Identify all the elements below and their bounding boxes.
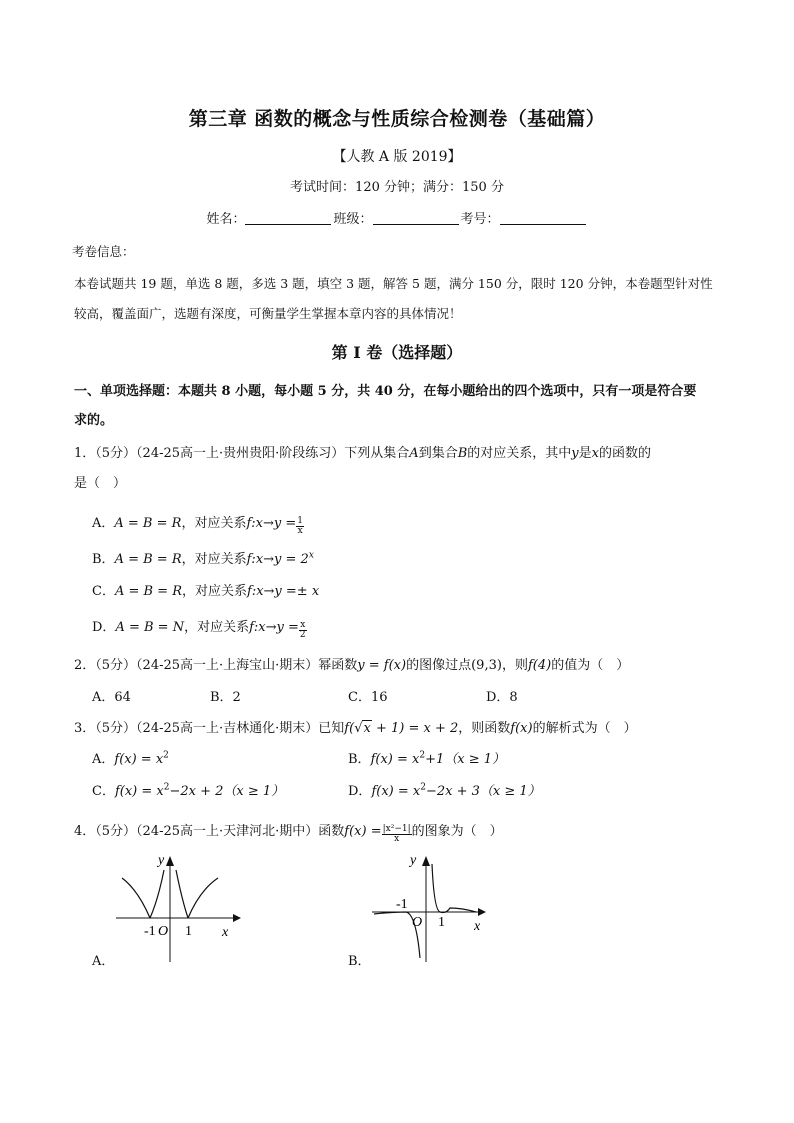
q4-option-a[interactable]: A． bbox=[92, 954, 115, 969]
q4-graph-b[interactable] bbox=[366, 850, 496, 966]
svg-text:-1: -1 bbox=[396, 897, 408, 912]
svg-text:-1: -1 bbox=[144, 924, 156, 939]
q1-option-a[interactable]: A．A = B = R，对应关系f:x→y = $\frac{1}{x}$ bbox=[92, 516, 303, 536]
svg-text:O: O bbox=[158, 924, 169, 939]
q2-option-c[interactable]: C．16 bbox=[348, 690, 388, 705]
svg-text:1: 1 bbox=[185, 924, 192, 939]
number-label: 考号： bbox=[460, 212, 500, 227]
section-instruction-2: 求的。 bbox=[74, 413, 114, 428]
section-instruction-1: 一、单项选择题：本题共 8 小题，每小题 5 分，共 40 分，在每小题给出的四个选项中，只有一项是符合要 bbox=[74, 384, 697, 399]
notice-line-1: 本卷试题共 19 题，单选 8 题，多选 3 题，填空 3 题，解答 5 题，满分 150 分，限时 120 分钟，本卷题型针对性 bbox=[74, 276, 713, 291]
edition-label: 【人教 A 版 2019】 bbox=[332, 149, 462, 165]
exam-info: 考试时间：120 分钟；满分：150 分 bbox=[290, 180, 504, 195]
q4-option-b[interactable]: B． bbox=[348, 954, 371, 969]
q3-option-c[interactable]: C．$f(x) = x^2-2x + 2(x \ge 1)$ bbox=[92, 782, 285, 799]
page-title: 第三章 函数的概念与性质综合检测卷（基础篇） bbox=[188, 108, 606, 130]
question-3-stem: 3．（5分）（24-25高一上·吉林通化·期末）已知f(√x + 1) = x + 2，则函数f(x)的解析式为（ ） bbox=[74, 721, 637, 736]
question-4-stem: 4．（5分）（24-25高一上·天津河北·期中）函数f(x) = $\frac{\text{|x²−1|}}{x}$ 的图象为（ ） bbox=[74, 824, 503, 844]
svg-text:1: 1 bbox=[438, 915, 445, 930]
q1-option-c[interactable]: C．A = B = R，对应关系f:x→y =± x bbox=[92, 584, 320, 599]
q1-option-b[interactable]: B．A = B = R，对应关系f:x→y = $2^x$ bbox=[92, 550, 314, 567]
svg-text:x: x bbox=[222, 925, 229, 940]
q2-option-b[interactable]: B．2 bbox=[210, 690, 241, 705]
number-field[interactable] bbox=[500, 210, 586, 225]
q3-option-d[interactable]: D．$f(x) = x^2-2x + 3(x \ge 1)$ bbox=[348, 782, 541, 799]
svg-text:O: O bbox=[412, 915, 423, 930]
question-2-stem: 2．（5分）（24-25高一上·上海宝山·期末）幂函数y = f(x)的图像过点(9,3)，则f(4)的值为（ ） bbox=[74, 658, 630, 673]
q2-option-a[interactable]: A．64 bbox=[92, 690, 131, 705]
student-fields bbox=[0, 208, 794, 227]
class-label: 班级： bbox=[333, 212, 373, 227]
svg-text:x: x bbox=[474, 919, 481, 934]
q2-option-d[interactable]: D．8 bbox=[486, 690, 518, 705]
notice-line-2: 较高，覆盖面广，选题有深度，可衡量学生掌握本章内容的具体情况！ bbox=[74, 306, 462, 321]
q4-graph-a[interactable] bbox=[108, 850, 248, 966]
q3-option-a[interactable]: A．$f(x) = x^2$ bbox=[92, 750, 169, 767]
section-title: 第 I 卷（选择题） bbox=[331, 343, 463, 362]
name-field[interactable] bbox=[245, 210, 331, 225]
question-1-stem-line2: 是（ ） bbox=[74, 476, 127, 491]
class-field[interactable] bbox=[373, 210, 459, 225]
question-1-stem: 1．（5分）（24-25高一上·贵州贵阳·阶段练习）下列从集合A到集合B的对应关系，其中y是x的函数的 bbox=[74, 446, 652, 461]
svg-text:y: y bbox=[410, 853, 417, 868]
notice-label: 考卷信息： bbox=[72, 244, 135, 259]
q1-option-d[interactable]: D．A = B = N，对应关系f:x→y = $\frac{x}{2}$ bbox=[92, 620, 306, 640]
name-label: 姓名： bbox=[206, 212, 246, 227]
q3-option-b[interactable]: B．$f(x) = x^2+1(x \ge 1)$ bbox=[348, 750, 506, 767]
svg-text:y: y bbox=[158, 853, 165, 868]
